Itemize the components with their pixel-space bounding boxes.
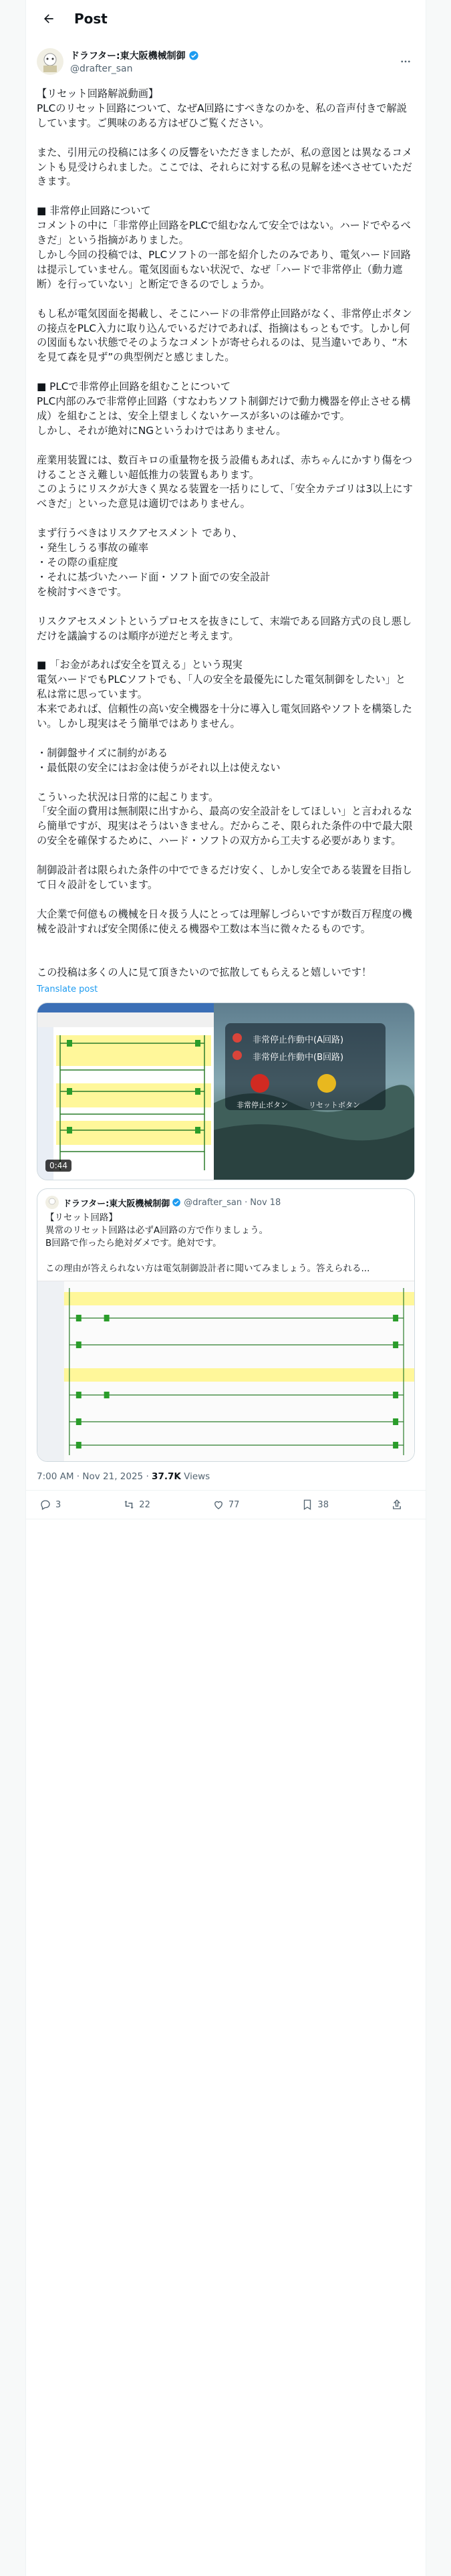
repost-icon [123,1499,135,1511]
bookmark-count: 38 [317,1499,329,1510]
heart-icon [212,1499,224,1511]
lamp-b-label: 非常停止作動中(B回路) [253,1053,344,1063]
reply-button[interactable] [39,1499,61,1511]
post-video[interactable] [37,1002,415,1180]
quoted-post-header: ドラフター:東大阪機械制御 @drafter_san · Nov 18 [37,1189,414,1209]
quoted-post-image [37,1281,414,1461]
post-meta: 7:00 AM · Nov 21, 2025 · 37.7K Views [26,1462,426,1491]
video-plc-screen [37,1003,214,1180]
avatar[interactable] [37,48,63,75]
page-title: Post [74,11,108,27]
estop-button-label: 非常停止ボタン [237,1101,288,1110]
action-bar [26,1491,426,1519]
reset-button-label: リセットボタン [309,1101,360,1110]
author-handle[interactable]: @drafter_san [70,64,133,74]
post-text: 【リセット回路解説動画】 PLCのリセット回路について、なぜA回路にすべきなのかを、私の音声付きで解説しています。ご興味のある方はぜひご覧ください。 また、引用元の投稿には多くの反響をいただきましたが、私の意図とは異なるコメントも見受けられました。ここでは、それらに対する私の見解を述べさせていただきます。 ■ 非常停止回路について コメントの中に「非常停止回路をPLCで組むなんて安全ではない。ハードでやるべきだ」という指摘がありました。 しかし今回の投稿では、PLCソフトの一部を紹介したのみであり、電気ハード回路は提示していません。電気図面もない状況で、なぜ「ハードで非常停止（動力遮断）を行っていない」と断定できるのでしょうか。 もし私が電気図面を掲載し、そこにハードの非常停止回路がなく、非常停止ボタンの接点をPLC入力に取り込んでいるだけであれば、指摘はもっともです。しかし何の図面もない状態でそのようなコメントが寄せられるのは、見当違いであり、“木を見て森を見ず”の典型例だと感じました。 ■ PLCで非常停止回路を組むことについて PLC内部のみで非常停止回路（すなわちソフト制御だけで動力機器を停止させる構成）を組むことは、安全上望ましくないケースが多いのは確かです。 しかし、それが絶対にNGというわけではありません。 産業用装置には、数百キロの重量物を扱う設備もあれば、赤ちゃんにかすり傷をつけることさえ難しい超低推力の装置もあります。 このようにリスクが大きく異なる装置を一括りにして、「安全カテゴリは3以上にすべきだ」といった意見は適切ではありません。 まず行うべきはリスクアセスメント であり、 ・発生しうる事故の確率 ・その際の重症度 ・それに基づいたハード面・ソフト面での安全設計 を検討すべきです。 リスクアセスメントというプロセスを抜きにして、末端である回路方式の良し悪しだけを議論するのは順序が逆だと考えます。 ■ 「お金があれば安全を買える」という現実 電気ハードでもPLCソフトでも、「人の安全を最優先にした電気制御をしたい」と私は常に思っています。 本来であれば、信頼性の高い安全機器を十分に導入し電気回路やソフトを構築したい。しかし現実はそう簡単ではありません。 ・制御盤サイズに制約がある ・最低限の安全にはお金は使うがそれ以上は使えない こういった状況は日常的に起こります。 「安全面の費用は無制限に出すから、最高の安全設計をしてほしい」と言われるなら簡単ですが、現実はそうはいきません。だからこそ、限られた条件の中で最大限の安全を確保するために、ハード・ソフトの双方から工夫する必要があります。 制御設計者は限られた条件の中でできるだけ安く、しかし安全である装置を目指して日々設計をしています。 大企業で何億もの機械を日々扱う人にとっては理解しづらいですが数百万程度の機械を設計すれば安全関係に使える機器や工数は本当に微々たるものです。 この投稿は多くの人に見て頂きたいので拡散してもらえると嬉しいです！ [37,88,413,979]
quoted-author-handle: @drafter_san [184,1197,243,1208]
arrow-left-icon [42,12,55,25]
repost-count: 22 [139,1499,150,1510]
quoted-post[interactable] [37,1188,415,1462]
post-time[interactable]: 7:00 AM [37,1471,74,1483]
views-label: Views [184,1471,210,1483]
views-count: 37.7K [152,1471,181,1483]
bookmark-button[interactable] [301,1499,329,1511]
header [26,0,426,37]
repost-button[interactable] [123,1499,150,1511]
share-button[interactable] [391,1499,407,1511]
video-panel [214,1003,414,1180]
share-icon [391,1499,403,1511]
like-count: 77 [228,1499,240,1510]
translate-post-link[interactable]: Translate post [37,984,98,995]
verified-badge-icon [188,50,199,61]
author-name[interactable]: ドラフター:東大阪機械制御 [70,51,186,62]
post-author [26,37,426,80]
post-column [25,0,426,2576]
more-icon [400,56,412,68]
reply-count: 3 [55,1499,61,1510]
more-options-button[interactable] [396,52,415,71]
bookmark-icon [301,1499,313,1511]
verified-badge-icon [172,1198,181,1207]
back-button[interactable] [37,7,61,31]
quoted-avatar [45,1196,59,1209]
like-button[interactable] [212,1499,240,1511]
post-date[interactable]: Nov 21, 2025 [82,1471,144,1483]
video-timestamp: 0:44 [45,1160,71,1172]
author-info [70,49,396,74]
quoted-post-date: Nov 18 [250,1197,281,1208]
lamp-a-label: 非常停止作動中(A回路) [253,1035,344,1046]
reply-icon [39,1499,51,1511]
quoted-post-text: 【リセット回路】 異常のリセット回路は必ずA回路の方で作りましょう。 B回路で作ったら絶対ダメです。絶対です。 この理由が答えられない方は電気制御設計者に聞いてみましょう。答えられる... [45,1212,370,1275]
quoted-author-name: ドラフター:東大阪機械制御 [63,1198,170,1209]
